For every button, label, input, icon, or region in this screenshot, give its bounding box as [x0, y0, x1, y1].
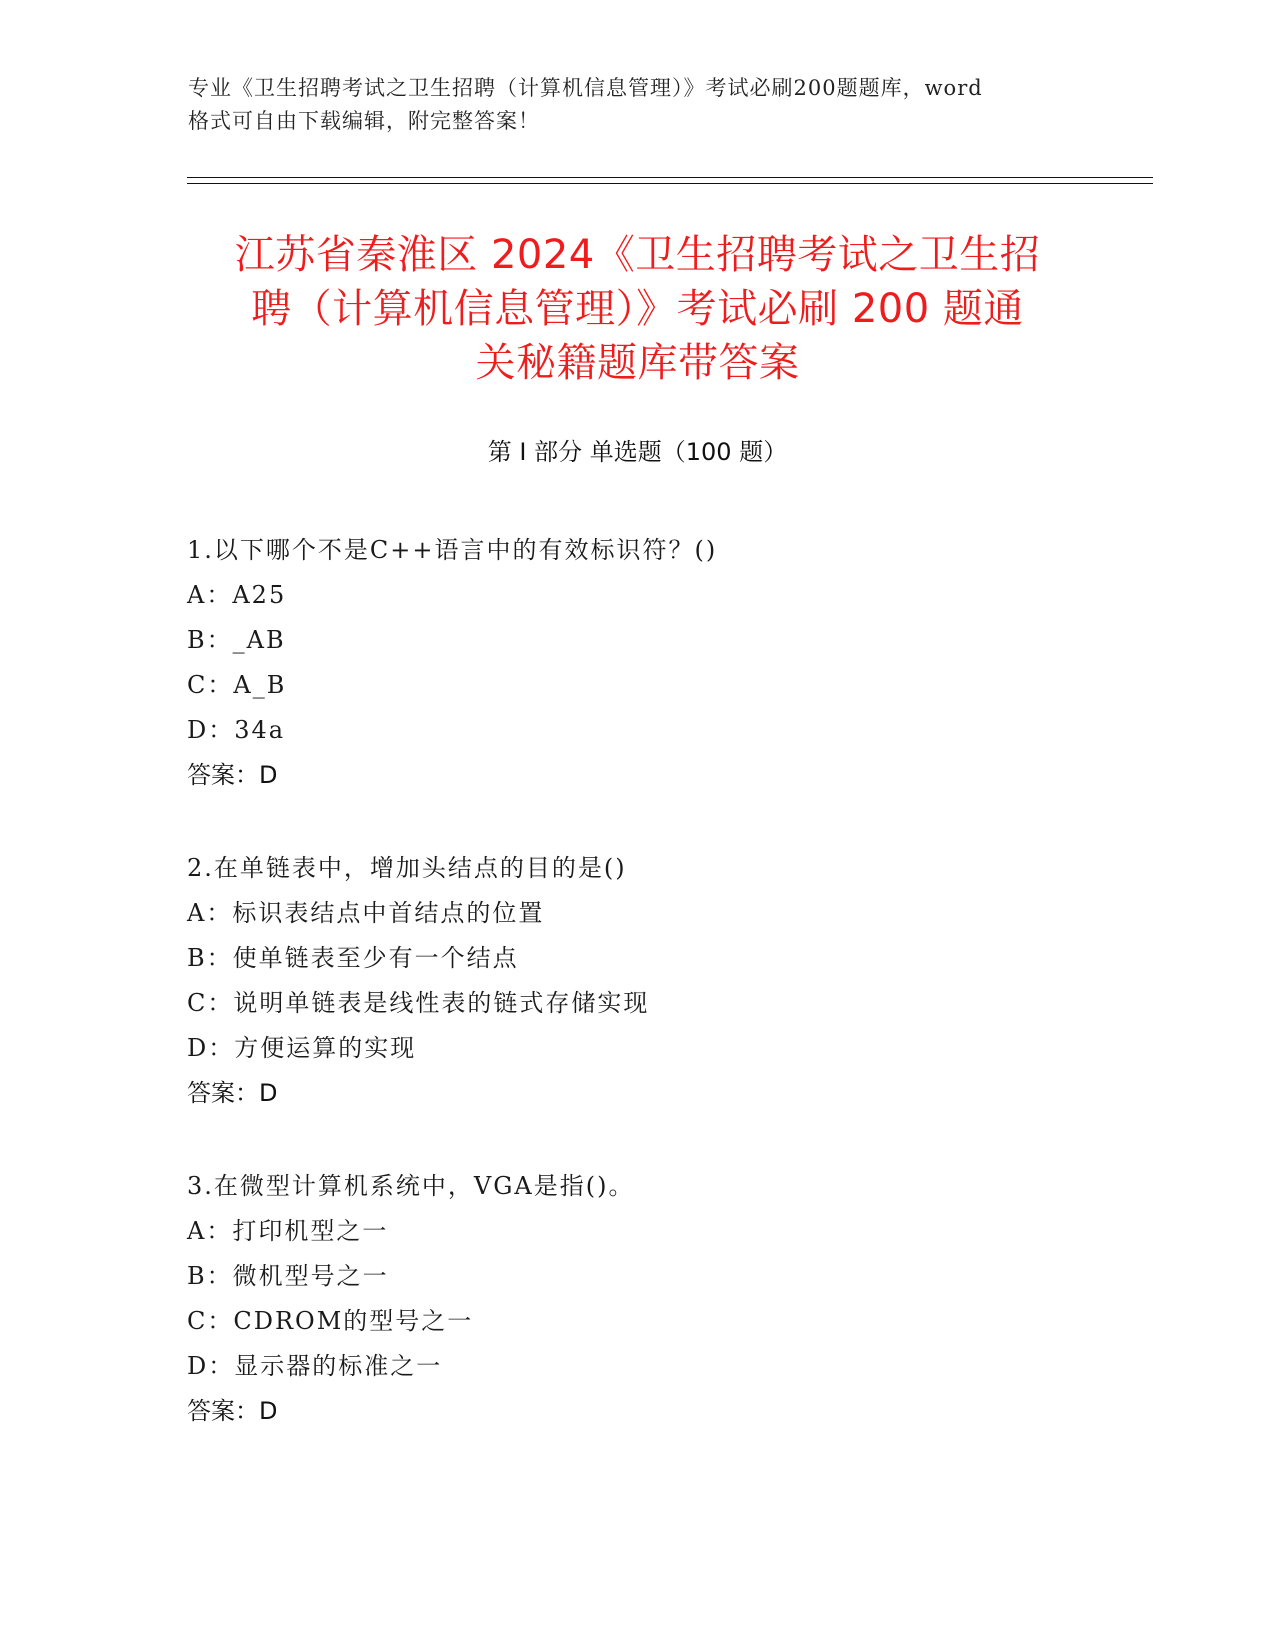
answer-line: 答案：D — [187, 1079, 278, 1107]
option-text: CDROM的型号之一 — [233, 1307, 474, 1335]
header-divider-bottom — [187, 183, 1153, 184]
document-title-line-2: 聘（计算机信息管理）》考试必刷 200 题通 — [251, 286, 1024, 332]
question-list — [187, 528, 1137, 1482]
question-stem: 2.在单链表中，增加头结点的目的是() — [187, 854, 627, 882]
option-letter: B： — [187, 1262, 233, 1290]
question-stem: 1.以下哪个不是C++语言中的有效标识符？() — [187, 536, 718, 564]
option-letter: C： — [187, 671, 234, 699]
option-text: _AB — [232, 626, 286, 654]
option-letter: D： — [187, 1034, 235, 1062]
question-3 — [187, 1164, 1137, 1434]
header-note — [188, 72, 1088, 138]
option-letter: D： — [187, 716, 235, 744]
question-1 — [187, 528, 1137, 798]
option-text: A_B — [233, 671, 287, 699]
question-stem: 3.在微型计算机系统中，VGA是指()。 — [187, 1172, 635, 1200]
header-divider-top — [187, 177, 1153, 178]
option-c — [187, 1299, 1137, 1344]
option-letter: A： — [187, 899, 233, 927]
option-c — [187, 663, 1137, 708]
option-text: 显示器的标准之一 — [234, 1352, 443, 1380]
answer-line: 答案：D — [187, 1397, 278, 1425]
document-title-line-1: 江苏省秦淮区 2024《卫生招聘考试之卫生招 — [234, 232, 1041, 278]
option-a — [187, 1209, 1137, 1254]
option-a — [187, 573, 1137, 618]
option-text: A25 — [232, 581, 287, 609]
section-title: 第 I 部分 单选题（100 题） — [487, 438, 788, 466]
option-b — [187, 1254, 1137, 1299]
option-a — [187, 891, 1137, 936]
answer-line: 答案：D — [187, 761, 278, 789]
option-letter: C： — [187, 1307, 234, 1335]
option-letter: A： — [187, 581, 233, 609]
option-text: 说明单链表是线性表的链式存储实现 — [233, 989, 650, 1017]
option-letter: A： — [187, 1217, 233, 1245]
option-d — [187, 708, 1137, 753]
option-text: 打印机型之一 — [232, 1217, 389, 1245]
option-letter: D： — [187, 1352, 235, 1380]
option-d — [187, 1026, 1137, 1071]
option-text: 微机型号之一 — [232, 1262, 389, 1290]
option-letter: C： — [187, 989, 234, 1017]
document-title-line-3: 关秘籍题库带答案 — [475, 340, 800, 386]
option-c — [187, 981, 1137, 1026]
option-d — [187, 1344, 1137, 1389]
option-text: 标识表结点中首结点的位置 — [232, 899, 545, 927]
option-b — [187, 936, 1137, 981]
document-title — [160, 228, 1115, 390]
header-note-line-1: 专业《卫生招聘考试之卫生招聘（计算机信息管理）》考试必刷200题题库，word — [188, 76, 983, 100]
option-letter: B： — [187, 626, 233, 654]
option-text: 方便运算的实现 — [234, 1034, 417, 1062]
option-letter: B： — [187, 944, 233, 972]
header-note-line-2: 格式可自由下载编辑，附完整答案！ — [188, 109, 540, 133]
option-b — [187, 618, 1137, 663]
option-text: 34a — [234, 716, 286, 744]
question-2 — [187, 846, 1137, 1116]
option-text: 使单链表至少有一个结点 — [232, 944, 519, 972]
